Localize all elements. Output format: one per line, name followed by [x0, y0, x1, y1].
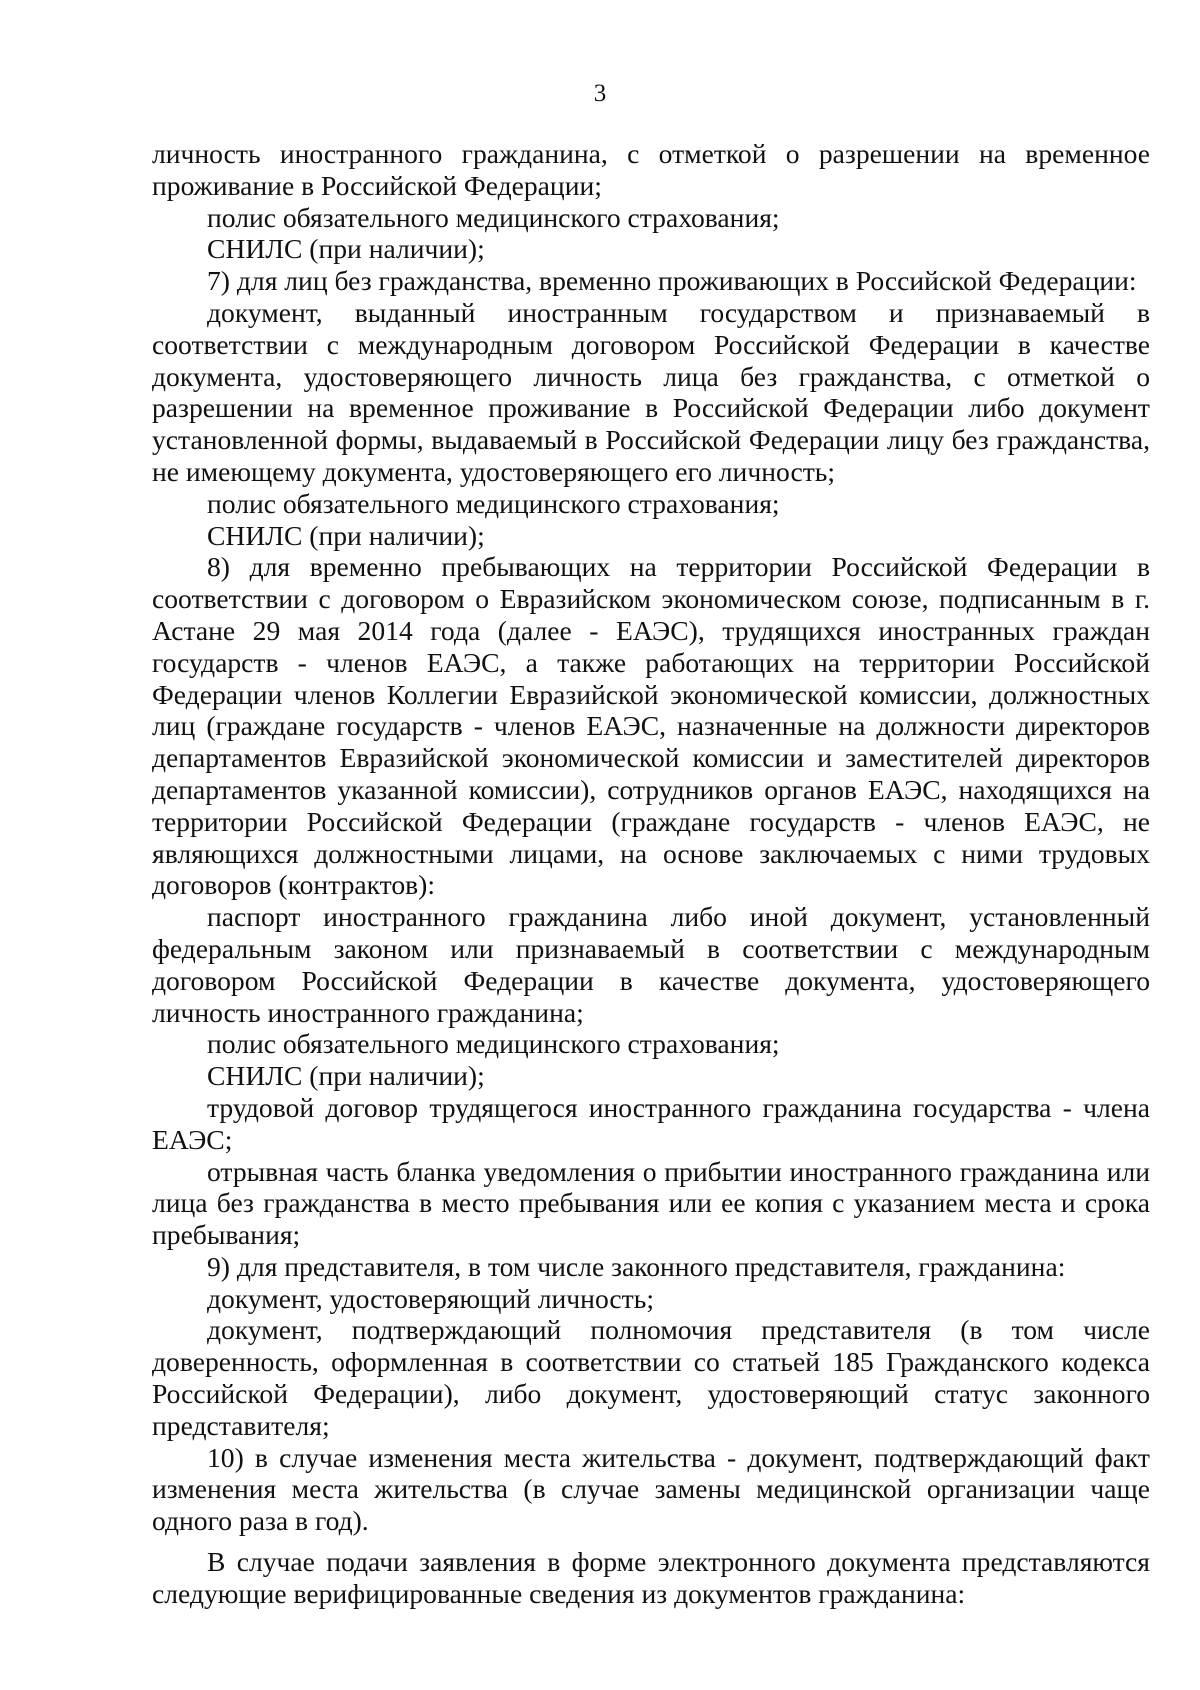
paragraph: полис обязательного медицинского страхования;	[207, 1028, 780, 1060]
paragraph: документ, удостоверяющий личность;	[207, 1282, 654, 1314]
paragraph: СНИЛС (при наличии);	[207, 519, 485, 551]
paragraph: документ, подтверждающий полномочия представителя (в том числе доверенность, оформленная в соответствии со статьей 185 Гражданского кодекса Российской Федерации), либо документ, удостоверяющий статус законного представителя;	[152, 1314, 1150, 1441]
paragraph-continuation: личность иностранного гражданина, с отметкой о разрешении на временное проживание в Российской Федерации;	[152, 138, 1150, 201]
paragraph: паспорт иностранного гражданина либо иной документ, установленный федеральным законом или признаваемый в соответствии с международным договором Российской Федерации в качестве документа, удостоверяющего личность иностранного гражданина;	[152, 901, 1150, 1028]
list-item-9: 9) для представителя, в том числе законного представителя, гражданина:	[207, 1250, 1066, 1282]
page-number: 3	[593, 80, 607, 107]
paragraph: документ, выданный иностранным государством и признаваемый в соответствии с международным договором Российской Федерации в качестве документа, удостоверяющего личность лица без гражданства, с отметкой о разрешении на временное проживание в Российской Федерации либо документ установленной формы, выдаваемый в Российской Федерации лицу без гражданства, не имеющему документа, удостоверяющего его личность;	[152, 296, 1150, 487]
paragraph: СНИЛС (при наличии);	[207, 1060, 485, 1092]
paragraph: трудовой договор трудящегося иностранного гражданина государства - члена ЕАЭС;	[152, 1091, 1150, 1155]
paragraph: полис обязательного медицинского страхования;	[207, 201, 780, 233]
document-body	[152, 138, 1150, 1610]
list-item-10: 10) в случае изменения места жительства - документ, подтверждающий факт изменения места жительства (в случае замены медицинской организации чаще одного раза в год).	[152, 1441, 1150, 1537]
paragraph-electronic-submission: В случае подачи заявления в форме электронного документа представляются следующие верифицированные сведения из документов гражданина:	[152, 1546, 1150, 1609]
list-item-7: 7) для лиц без гражданства, временно проживающих в Российской Федерации:	[207, 265, 1137, 297]
paragraph: отрывная часть бланка уведомления о прибытии иностранного гражданина или лица без гражданства в место пребывания или ее копия с указанием места и срока пребывания;	[152, 1155, 1150, 1251]
list-item-8: 8) для временно пребывающих на территории Российской Федерации в соответствии с договором о Евразийском экономическом союзе, подписанным в г. Астане 29 мая 2014 года (далее - ЕАЭС), трудящихся иностранных граждан государств - членов ЕАЭС, а также работающих на территории Российской Федерации членов Коллегии Евразийской экономической комиссии, должностных лиц (граждане государств - членов ЕАЭС, назначенные на должности директоров департаментов Евразийской экономической комиссии и заместителей директоров департаментов указанной комиссии), сотрудников органов ЕАЭС, находящихся на территории Российской Федерации (граждане государств - членов ЕАЭС, не являющихся должностными лицами, на основе заключаемых с ними трудовых договоров (контрактов):	[152, 551, 1150, 901]
paragraph: СНИЛС (при наличии);	[207, 233, 485, 265]
paragraph: полис обязательного медицинского страхования;	[207, 487, 780, 519]
